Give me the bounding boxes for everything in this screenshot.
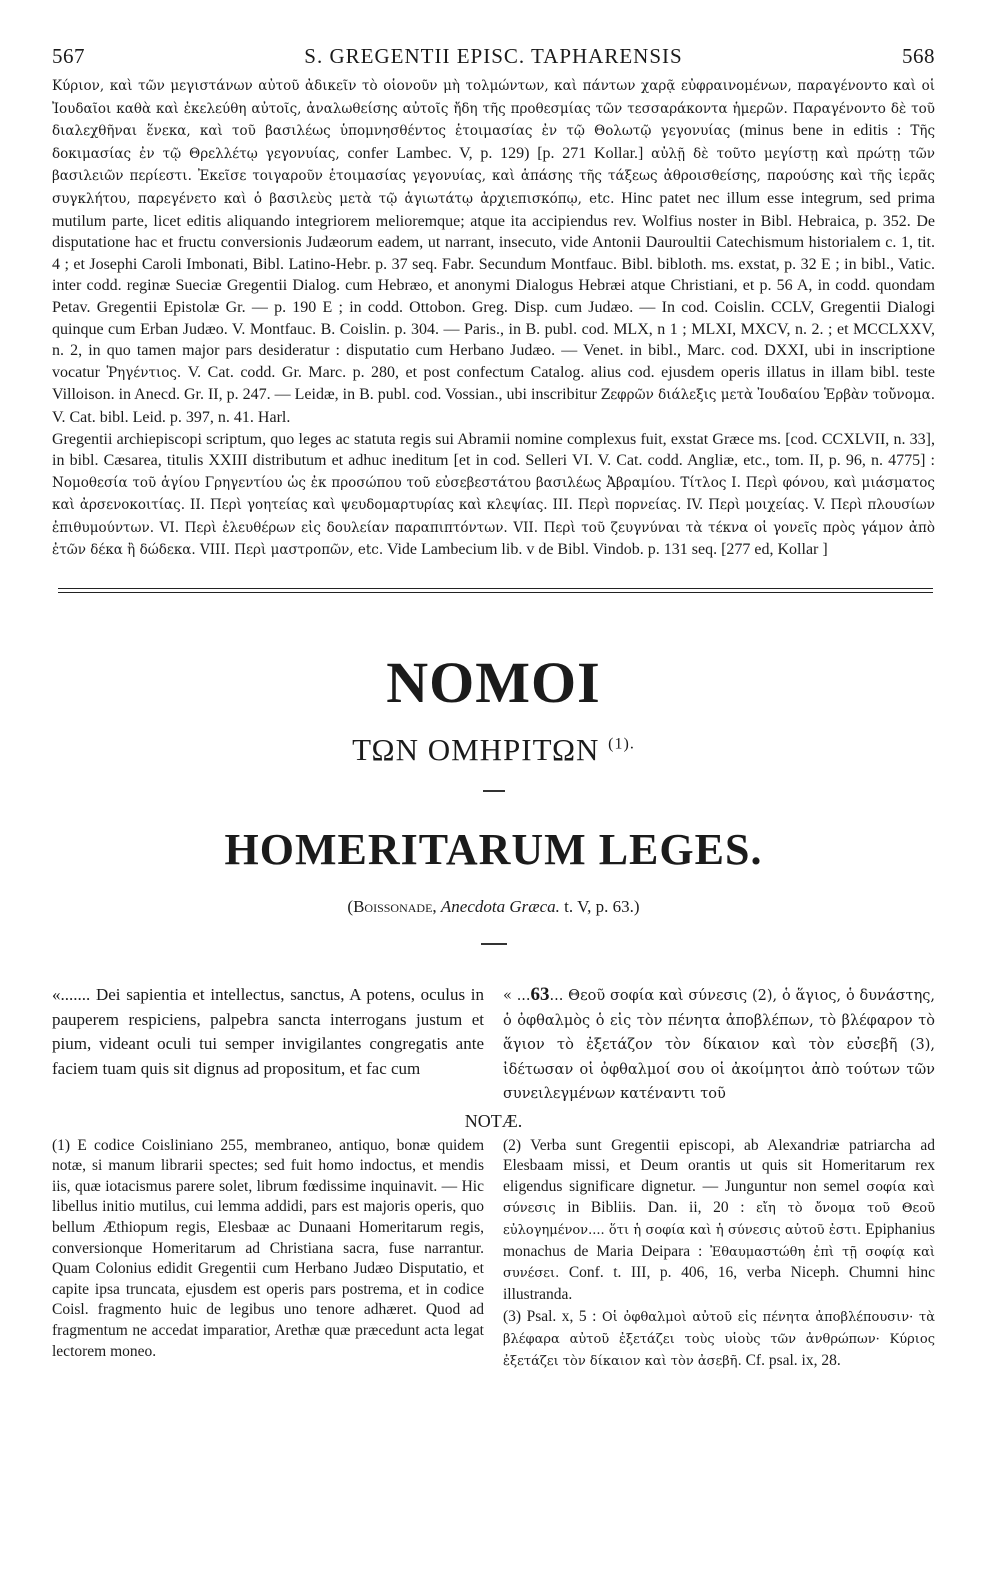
greek-subtitle-text: ΤΩΝ ΟΜΗΡΙΤΩΝ bbox=[352, 732, 600, 768]
left-page-number: 567 bbox=[52, 44, 85, 68]
title-dash bbox=[483, 790, 505, 792]
note-2-latin: (2) Verba sunt Gregentii episcopi, ab Alexandriæ patriarcha ad Elesbaam missi, et Deum orantis ut quis sit Homeritarum rex eligendus significare dignetur. — Junguntur non semel bbox=[503, 1136, 935, 1195]
intro-continuation bbox=[52, 75, 935, 562]
notes-left-column bbox=[52, 1136, 484, 1373]
notes-section bbox=[52, 1136, 935, 1373]
intro-paragraph-1 bbox=[52, 75, 935, 429]
intro-greek-text: Κύριον, καὶ τῶν μεγιστάνων αὐτοῦ ἀδικεῖν τὸ οἱονοῦν μὴ τολμώντων, καὶ πάντων χαρᾷ εὐφραινομένων, παραγένοντο καὶ οἱ Ἰουδαῖοι καθὰ καὶ ἐκελεύθη αὐτοῖς, ἀναλωθείσης αὐτοῖς ἤδη τῆς προθεσμίας τῶν τεσσαράκοντα ἡμερῶν. Παραγένοντο δὲ τοῦ διαλεχθῆναι ἕνεκα, καὶ τοῦ βασιλέως ὑπομνησθέντος ἑτοιμασίας ἐν τῷ Θολωτῷ γεγονυίας bbox=[52, 78, 935, 140]
section-divider bbox=[58, 588, 933, 593]
greek-column bbox=[503, 983, 935, 1107]
note-3-greek: Οἱ ὀφθαλμοὶ αὐτοῦ εἰς πένητα ἀποβλέπουσιν· τὰ βλέφαρα αὐτοῦ ἐξετάζει τοὺς υἱοὺς τῶν ἀνθρώπων· Κύριος ἐξετάζει τὸν δίκαιον καὶ τὸν ἀσεβῆ. bbox=[503, 1310, 936, 1369]
greek-text bbox=[503, 983, 935, 1107]
intro-latin-catalogue: V. Cat. codd. Gr. Marc. p. 280, et post confectum Catalog. alius cod. ejusdem operis illatus in illam bibl. teste Villoison. in Anecd. Gr. II, p. 247. — Leidæ, in B. publ. cod. Vossian., ubi inscribitur bbox=[52, 363, 936, 404]
source-citation bbox=[52, 897, 935, 917]
note-3 bbox=[503, 1307, 935, 1372]
intro-latin-aside: (minus bene in editis : bbox=[739, 122, 902, 140]
citation-dash bbox=[481, 943, 507, 945]
note-2-greek-quote: εἴη τὸ ὄνομα τοῦ Θεοῦ εὐλογημένον.... ὅτι ἡ σοφία καὶ ἡ σύνεσις αὐτοῦ ἐστι. bbox=[503, 1201, 936, 1238]
greek-text-body: ... Θεοῦ σοφία καὶ σύνεσις (2), ὁ ἅγιος, ὁ δυνάστης, ὁ ὀφθαλμὸς ὁ εἰς τὸν πένητα ἀποβλέπων, τὸ βλέφαρον τὸ ἅγιον τὸ ἐξετάζον τὸν δίκαιον καὶ τὸν εὐσεβῆ (3), ἰδέτωσαν οἱ ὀφθαλμοί σου οἱ ἀκοίμητοι ἀπὸ τούτων τῶν συνειλεγμένων κατέναντι τοῦ bbox=[503, 988, 935, 1103]
intro-latin-end: V. Cat. bibl. Leid. p. 397, n. 41. Harl. bbox=[52, 408, 291, 426]
notes-right-column bbox=[503, 1136, 935, 1373]
note-2-latin-epiphanius: Epiphanius monachus de Maria Deipara : bbox=[503, 1220, 935, 1260]
source-author: (Boissonade, bbox=[347, 897, 437, 917]
running-title: S. GREGENTII EPISC. TAPHARENSIS bbox=[304, 44, 683, 68]
intro-p2-latin: Gregentii archiepiscopi scriptum, quo leges ac statuta regis sui Abramii nomine complexus fuit, exstat Græce ms. [cod. CCXLVII, n. 33], in bibl. Cæsarea, titulis XXIII distributum et adhuc ineditum [et in cod. Selleri VI. V. Cat. codd. Angliæ, etc., tom. II, p. 96, n. 4775] : bbox=[52, 430, 935, 470]
running-header bbox=[52, 44, 935, 69]
edition-page-marker: 63 bbox=[530, 984, 550, 1006]
intro-greek-continuation: αὐλῇ δὲ τοῦτο μεγίστῃ καὶ πρώτῃ τῶν βασιλειῶν περίεστι. Ἐκεῖσε τοιγαροῦν ἑτοιμασίας γεγονυίας, καὶ ἁπάσης τῆς τάξεως ἀθροισθείσης, παρούσης καὶ τῆς ἱερᾶς συγκλήτου, παρεγένετο καὶ ὁ βασιλεὺς μετὰ τῷ ἁγιωτάτῳ ἀρχιεπισκόπῳ, etc. bbox=[52, 145, 936, 207]
intro-greek-name: Ῥηγέντιος. bbox=[106, 364, 182, 381]
latin-column bbox=[52, 983, 484, 1107]
source-location: t. V, p. 63.) bbox=[564, 897, 640, 917]
note-2-greek-quote-2: Ἐθαυμαστώθη ἐπὶ τῇ σοφίᾳ καὶ συνέσει. bbox=[503, 1244, 935, 1282]
greek-subtitle bbox=[52, 732, 935, 768]
footnote-ref-1: (1). bbox=[608, 735, 635, 753]
note-2-latin-ref: in Bibliis. Dan. ii, 20 : bbox=[567, 1199, 745, 1217]
note-3-latin-end: Cf. psal. ix, 28. bbox=[745, 1351, 841, 1369]
latin-main-title: HOMERITARUM LEGES. bbox=[224, 825, 763, 875]
note-3-latin: (3) Psal. x, 5 : bbox=[503, 1308, 597, 1326]
intro-p2-greek-titles: Νομοθεσία τοῦ ἁγίου Γρηγεντίου ὡς ἐκ προσώπου τοῦ εὐσεβεστάτου βασιλέως Ἀβραμίου. Τίτλος Ι. Περὶ φόνου, καὶ μιάσματος καὶ ἀρσενοκοιτίας. ΙΙ. Περὶ γοητείας καὶ ψευδομαρτυρίας καὶ κλεψίας. ΙΙΙ. Περὶ πορνείας. IV. Περὶ μοιχείας. V. Περὶ πλουσίων ἐπιθυμούντων. VI. Περὶ ἐλευθέρων εἰς δουλείαν παραπιπτόντων. VII. Περὶ τοῦ ζευγνύναι τὰ τέκνα οἱ γονεῖς πρὸς γάμον ἀπὸ ἐτῶν δέκα ἢ δώδεκα. VIII. Περὶ μαστροπῶν, etc. bbox=[52, 474, 935, 559]
parallel-text bbox=[52, 983, 935, 1107]
note-2-greek-phrase: σοφία καὶ σύνεσις bbox=[503, 1179, 936, 1217]
note-2-latin-end: Conf. t. III, p. 406, 16, verba Niceph. Chumni hinc illustranda. bbox=[503, 1264, 936, 1303]
source-work: Anecdota Græca. bbox=[440, 897, 560, 917]
latin-text: «....... Dei sapientia et intellectus, sanctus, A potens, oculus in pauperem respiciens, palpebra sancta interrogans justum et pium, videant oculi tui semper invigilantes congregatis ante faciem tuam quis sit dignus ad propositum, et fac cum bbox=[52, 985, 484, 1078]
intro-greek-inscription: Ζεφρῶν διάλεξις μετὰ Ἰουδαίου Ἑρβὰν τοὔνομα. bbox=[600, 387, 936, 404]
note-1: (1) E codice Coisliniano 255, membraneo, antiquo, bonæ quidem notæ, si manum librarii spectes; sed fuit homo indoctus, et mendis iis, quæ iotacismus parere solet, librum fœdissime inquinavit. — Hic libellus initio mutilus, cui lemma addidi, pars est majoris operis, quo bellum Æthiopum regis, Elesbaæ ac Dunaani Homeritarum regis, conversionque Homeritarum ad Christiana sacra, fuse narrantur. Quam Colonius edidit Gregentii cum Herbano Judæo Disputatio, et capite ipsa truncata, ejusdem est operis pars postrema, et in codice Coisl. fragmento huic de legibus uno tenore adhæret. Quod ad fragmentum ne accedat imparatior, Arethæ quæ præcedunt acta legat lectorem moneo. bbox=[52, 1136, 484, 1360]
notes-heading: NOTÆ. bbox=[464, 1110, 523, 1131]
note-2 bbox=[503, 1136, 935, 1306]
greek-text-prefix: « ... bbox=[503, 988, 531, 1005]
intro-paragraph-2 bbox=[52, 429, 935, 563]
intro-greek-variant: Τῆς δοκιμασίας ἐν τῷ Θρελλέτῳ γεγονυίας, bbox=[52, 123, 936, 162]
intro-latin-reference: confer Lambec. V, p. 129) [p. 271 Kollar.] bbox=[347, 144, 644, 162]
right-page-number: 568 bbox=[901, 44, 935, 68]
intro-p2-latin-end: Vide Lambecium lib. v de Bibl. Vindob. p. 131 seq. [277 ed, Kollar ] bbox=[386, 541, 828, 559]
greek-main-title: ΝΟΜΟΙ bbox=[386, 650, 601, 716]
intro-latin-commentary: Hinc patet nec illum esse integrum, sed prima mutilum parte, licet editis aliquando integriorem melioremque; atque ita accipiendus rev. Wolfius noster in Bibl. Hebraica, p. 352. De disputatione hac et fructu conversionis Judæorum eadem, ut narrant, insecuto, vide Antonii Dauroultii Catechismum historialem c. 1, tit. 4 ; et Josephi Caroli Imbonati, Bibl. Latino-Hebr. p. 37 seq. Fabr. Secundum Montfauc. Bibl. bibloth. ms. exstat, p. 32 E ; in bibl., Vatic. inter codd. reginæ Sueciæ Gregentii Dialog. cum Hebræo, et anonymi Dialogus Hebræi atque Christiani, et p. 56 A, in codd. quondam Petav. Gregentii Epistolæ Gr. — p. 190 E ; in codd. Ottobon. Greg. Disp. cum Judæo. — In cod. Coislin. CCLV, Gregentii Dialogi quinque cum Erban Judæo. V. Montfauc. B. Coislin. p. 304. — Paris., in B. publ. cod. MLX, n 1 ; MLXI, MXCV, n. 2. ; et MCCLXXV, n. 2, in quo tamen major pars desideratur : disputatio cum Herbano Judæo. — Venet. in bibl., Marc. cod. DXXI, ubi in inscriptione vocatur bbox=[52, 189, 935, 381]
